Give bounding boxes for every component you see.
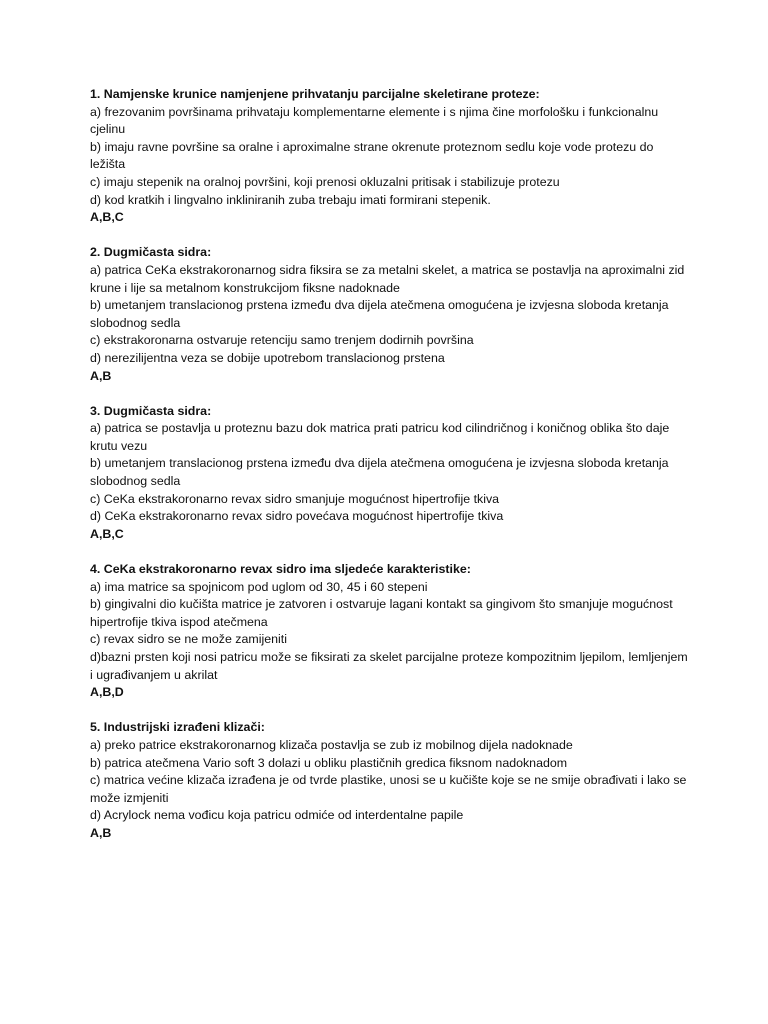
- answer-key: A,B,C: [90, 526, 124, 541]
- option-c: c) CeKa ekstrakoronarno revax sidro smanjuje mogućnost hipertrofije tkiva: [90, 491, 500, 506]
- question-2: [90, 244, 690, 385]
- option-b: b) umetanjem translacionog prstena između dva dijela atečmena omogućena je izvjesna sloboda kretanja slobodnog sedla: [90, 456, 669, 489]
- option-a: a) patrica se postavlja u proteznu bazu dok matrica prati patricu kod cilindričnog i koničnog oblika što daje krutu vezu: [90, 421, 670, 453]
- option-d: d) kod kratkih i lingvalno inkliniranih zuba trebaju imati formirani stepenik.: [90, 192, 491, 207]
- option-a: a) preko patrice ekstrakoronarnog klizača postavlja se zub iz mobilnog dijela nadoknade: [90, 737, 573, 752]
- option-c: c) revax sidro se ne može zamijeniti: [90, 632, 287, 647]
- question-3: [90, 403, 690, 544]
- option-c: c) imaju stepenik na oralnoj površini, koji prenosi okluzalni pritisak i stabilizuje protezu: [90, 174, 560, 189]
- option-d: d) CeKa ekstrakoronarno revax sidro povećava mogućnost hipertrofije tkiva: [90, 509, 504, 524]
- question-title: 1. Namjenske krunice namjenjene prihvatanju parcijalne skeletirane proteze:: [90, 87, 540, 101]
- document-page: [90, 86, 690, 860]
- option-d: d)bazni prsten koji nosi patricu može se fiksirati za skelet parcijalne proteze kompozitnim ljepilom, lemljenjem i ugrađivanjem u akrilat: [90, 650, 688, 682]
- question-4: [90, 561, 690, 702]
- option-b: b) patrica atečmena Vario soft 3 dolazi u obliku plastičnih gredica fiksnom nadoknadom: [90, 755, 568, 770]
- option-a: a) patrica CeKa ekstrakoronarnog sidra fiksira se za metalni skelet, a matrica se postavlja na aproximalni zid krune i lije sa metalnom konstrukcijom fiksne nadoknade: [90, 262, 685, 295]
- option-b: b) gingivalni dio kučišta matrice je zatvoren i ostvaruje lagani kontakt sa gingivom što smanjuje mogućnost hipertrofije tkiva ispod atečmena: [90, 597, 673, 629]
- question-1: [90, 86, 690, 227]
- answer-key: A,B: [90, 825, 112, 840]
- answer-key: A,B,D: [90, 685, 124, 700]
- answer-key: A,B: [90, 368, 112, 383]
- option-c: c) matrica većine klizača izrađena je od tvrde plastike, unosi se u kučište koje se ne smije obrađivati i lako se može izmjeniti: [90, 773, 687, 805]
- option-a: a) frezovanim površinama prihvataju komplementarne elemente i s njima čine morfološku i funkcionalnu cjelinu: [90, 104, 659, 137]
- question-title: 3. Dugmičasta sidra:: [90, 403, 212, 418]
- question-title: 4. CeKa ekstrakoronarno revax sidro ima sljedeće karakteristike:: [90, 562, 471, 577]
- option-a: a) ima matrice sa spojnicom pod uglom od 30, 45 i 60 stepeni: [90, 579, 428, 594]
- option-b: b) imaju ravne površine sa oralne i aproximalne strane okrenute proteznom sedlu koje vode protezu do ležišta: [90, 139, 654, 172]
- question-title: 2. Dugmičasta sidra:: [90, 245, 212, 260]
- question-5: [90, 719, 690, 842]
- option-c: c) ekstrakoronarna ostvaruje retenciju samo trenjem dodirnih površina: [90, 333, 474, 348]
- option-b: b) umetanjem translacionog prstena između dva dijela atečmena omogućena je izvjesna sloboda kretanja slobodnog sedla: [90, 298, 669, 330]
- question-title: 5. Industrijski izrađeni klizači:: [90, 720, 265, 735]
- option-d: d) nerezilijentna veza se dobije upotrebom translacionog prstena: [90, 350, 445, 365]
- answer-key: A,B,C: [90, 210, 124, 225]
- option-d: d) Acrylock nema vođicu koja patricu odmiće od interdentalne papile: [90, 808, 464, 823]
